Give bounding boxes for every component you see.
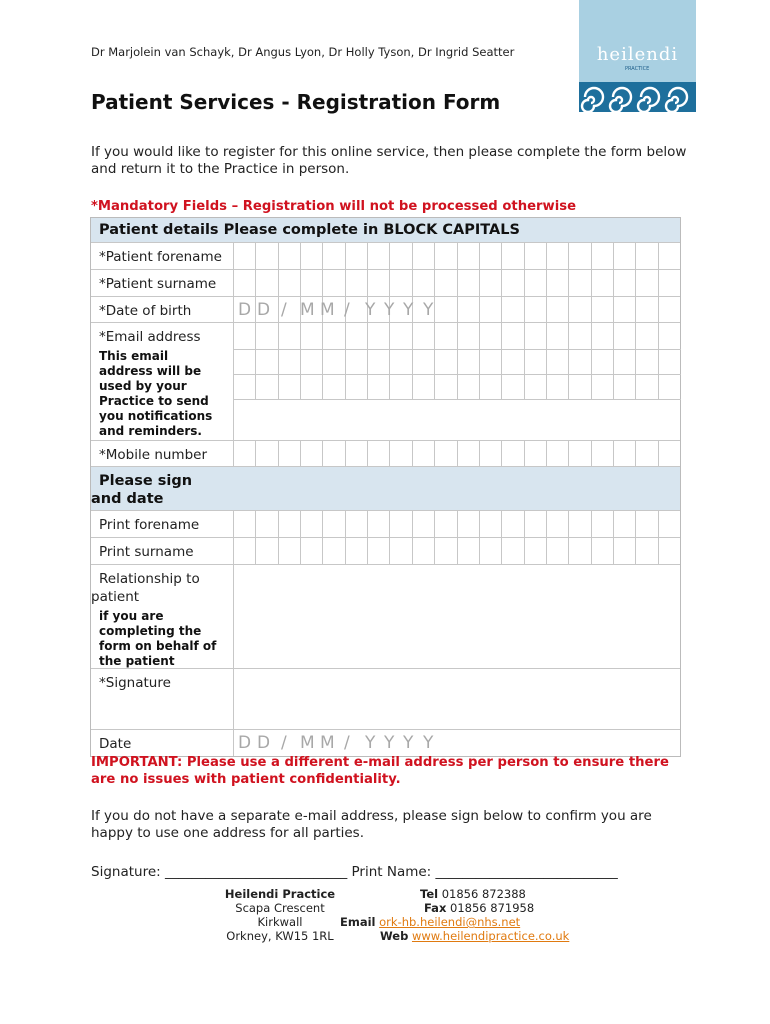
date-format-char: D (257, 300, 271, 320)
patient-forename-row (91, 243, 680, 270)
print-surname-label: Print surname (99, 544, 194, 560)
date-row (91, 730, 680, 756)
date-format-char: Y (423, 300, 434, 320)
date-format-char: M (300, 300, 315, 320)
mobile-row (91, 441, 680, 467)
dob-format-placeholder (234, 297, 681, 322)
date-label: Date (99, 736, 132, 752)
email-label: *Email address (99, 329, 201, 345)
logo-wordmark: heilendi (596, 44, 679, 65)
date-format-char: Y (365, 300, 376, 320)
footer-street: Scapa Crescent (235, 901, 325, 915)
intro-text: If you would like to register for this online service, then please complete the form below and return it to the Practice in person. (91, 144, 687, 177)
date-format-char: Y (365, 733, 376, 753)
mobile-input[interactable] (234, 441, 681, 466)
email-row (91, 323, 680, 441)
footer-tel: Tel 01856 872388 (420, 887, 526, 901)
date-format-char: D (238, 300, 252, 320)
char-box (234, 538, 659, 564)
patient-details-heading: Patient details Please complete in BLOCK CAPITALS (99, 222, 520, 238)
signature-input[interactable] (234, 669, 681, 729)
char-box (234, 511, 659, 537)
relationship-input[interactable] (234, 565, 681, 668)
date-format-char: D (257, 733, 271, 753)
dob-label: *Date of birth (99, 303, 192, 319)
footer-email: Email ork-hb.heilendi@nhs.net (340, 915, 521, 929)
patient-surname-label: *Patient surname (99, 276, 217, 292)
footer-fax: Fax 01856 871958 (424, 901, 535, 915)
date-format-placeholder (234, 730, 681, 756)
signature-line: Signature: ___________________________ Print Name: ___________________________ (91, 864, 618, 880)
relationship-label: Relationship to (99, 571, 200, 587)
relationship-note: if you are completing the form on behalf of the patient (99, 609, 217, 668)
sign-date-heading: Please sign and date (91, 473, 193, 507)
char-box (234, 323, 659, 349)
no-separate-email-note: If you do not have a separate e-mail address, please sign below to confirm you are happy to use one address for all parties. (91, 808, 652, 841)
dob-row (91, 297, 680, 323)
doctors-list: Dr Marjolein van Schayk, Dr Angus Lyon, Dr Holly Tyson, Dr Ingrid Seatter (91, 45, 515, 59)
relationship-label-2: patient (91, 589, 140, 605)
footer-town: Kirkwall (257, 915, 303, 929)
date-format-char: Y (384, 300, 395, 320)
email-input-line-3[interactable] (234, 374, 681, 399)
logo-wave-band (579, 82, 696, 112)
print-surname-row (91, 538, 680, 565)
footer-email-link[interactable]: ork-hb.heilendi@nhs.net (379, 915, 521, 929)
print-surname-input[interactable] (234, 538, 681, 564)
print-forename-input[interactable] (234, 511, 681, 537)
signature-row (91, 669, 680, 730)
patient-surname-row (91, 270, 680, 297)
footer-postcode: Orkney, KW15 1RL (226, 929, 334, 943)
date-format-char: M (320, 733, 335, 753)
sign-date-header (91, 467, 680, 511)
relationship-row (91, 565, 680, 669)
signature-label: *Signature (99, 675, 171, 691)
date-format-char: Y (384, 733, 395, 753)
important-note: IMPORTANT: Please use a different e-mail address per person to ensure there are no issues with patient confidentiality. (91, 755, 669, 787)
date-format-char: / (344, 733, 350, 753)
email-input-extra[interactable] (234, 399, 681, 441)
email-input-line-2[interactable] (234, 349, 681, 374)
date-format-char: Y (403, 300, 414, 320)
logo-subtitle: PRACTICE (625, 66, 650, 72)
practice-logo (579, 0, 696, 112)
mandatory-note: *Mandatory Fields – Registration will not be processed otherwise (91, 199, 577, 214)
mobile-label: *Mobile number (99, 447, 208, 463)
print-forename-row (91, 511, 680, 538)
patient-details-header (91, 218, 680, 243)
date-format-char: M (300, 733, 315, 753)
registration-form (90, 217, 681, 757)
char-box (234, 243, 659, 269)
char-box (234, 270, 659, 296)
date-format-char: M (320, 300, 335, 320)
footer-web-link[interactable]: www.heilendipractice.co.uk (411, 929, 570, 943)
patient-forename-label: *Patient forename (99, 249, 222, 265)
char-box (234, 441, 659, 466)
footer-practice: Heilendi Practice (224, 887, 336, 901)
date-format-char: Y (423, 733, 434, 753)
date-format-char: / (344, 300, 350, 320)
footer-web: Web www.heilendipractice.co.uk (380, 929, 570, 943)
char-box (234, 350, 659, 374)
date-format-char: Y (403, 733, 414, 753)
email-input-line-1[interactable] (234, 323, 681, 349)
page-title: Patient Services - Registration Form (91, 90, 501, 114)
print-forename-label: Print forename (99, 517, 200, 533)
patient-surname-input[interactable] (234, 270, 681, 296)
char-box (234, 375, 659, 399)
date-format-char: / (281, 300, 287, 320)
email-note: This email address will be used by your Practice to send you notifications and reminders. (99, 349, 213, 438)
date-format-char: D (238, 733, 252, 753)
date-format-char: / (281, 733, 287, 753)
patient-forename-input[interactable] (234, 243, 681, 269)
